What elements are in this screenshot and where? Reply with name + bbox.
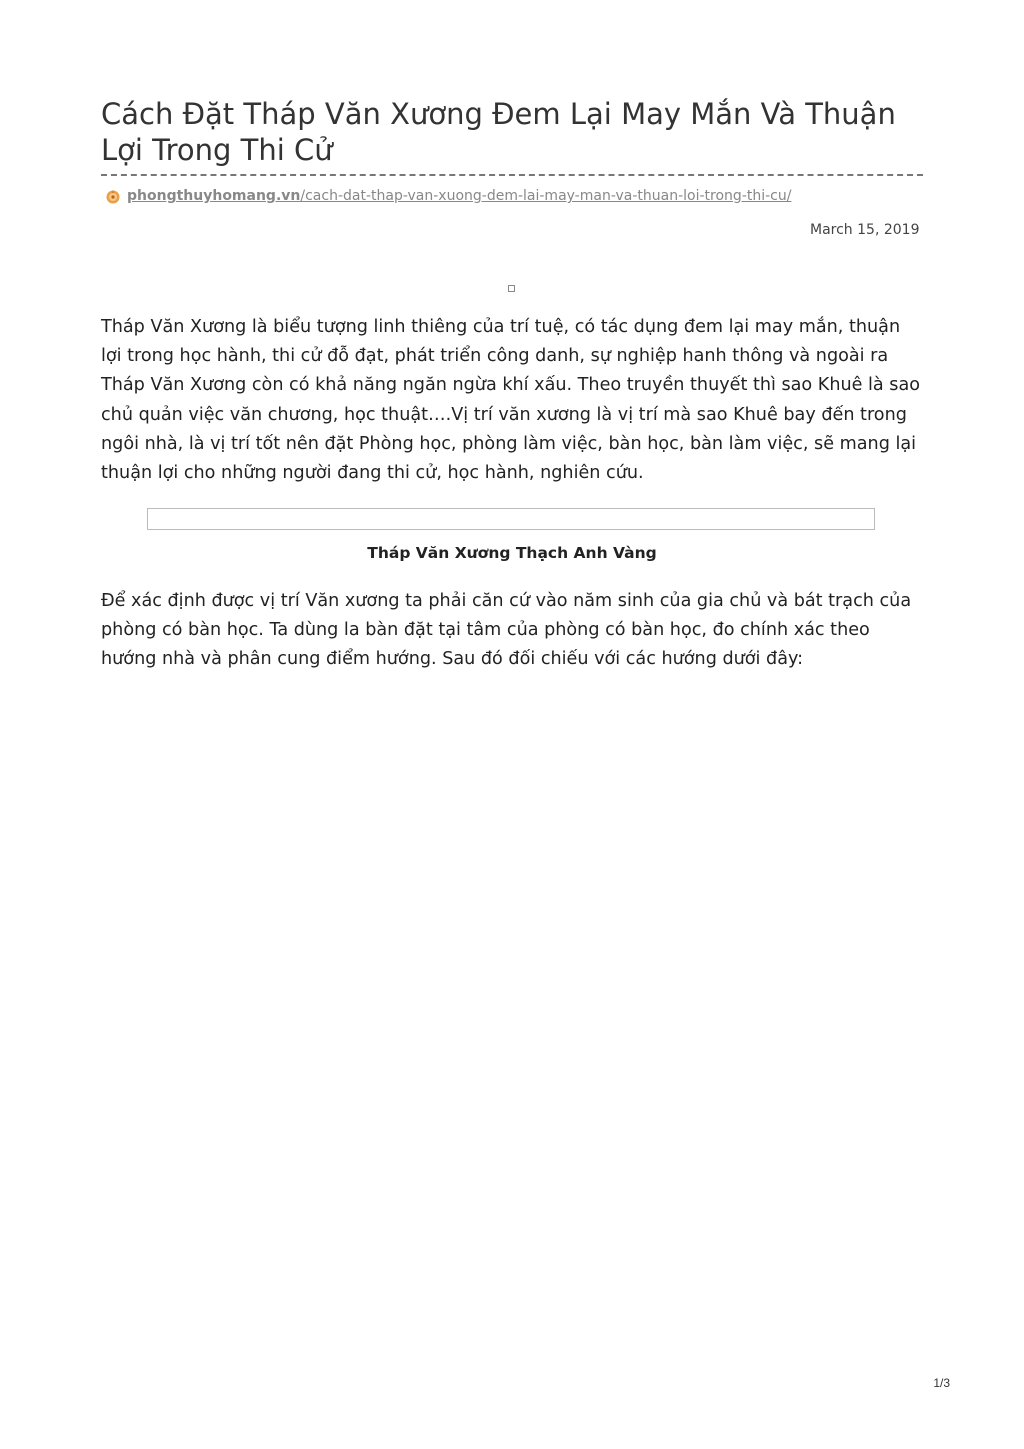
source-line [105, 185, 791, 207]
article-title: Cách Đặt Tháp Văn Xương Đem Lại May Mắn Và Thuận Lợi Trong Thi Cử [101, 97, 896, 167]
source-path: /cach-dat-thap-van-xuong-dem-lai-may-man-va-thuan-loi-trong-thi-cu/ [300, 188, 792, 204]
site-logo-icon [105, 188, 121, 204]
source-domain: phongthuyhomang.vn [127, 188, 301, 204]
image-caption: Tháp Văn Xương Thạch Anh Vàng [367, 544, 657, 562]
article-paragraph-2: Để xác định được vị trí Văn xương ta phải căn cứ vào năm sinh của gia chủ và bát trạch của phòng có bàn học. Ta dùng la bàn đặt tại tâm của phòng có bàn học, đo chính xác theo hướng nhà và phân cung điểm hướng. Sau đó đối chiếu với các hướng dưới đây: [101, 591, 912, 670]
article-paragraph-1: Tháp Văn Xương là biểu tượng linh thiêng của trí tuệ, có tác dụng đem lại may mắn, thuận lợi trong học hành, thi cử đỗ đạt, phát triển công danh, sự nghiệp hanh thông và ngoài ra Tháp Văn Xương còn có khả năng ngăn ngừa khí xấu. Theo truyền thuyết thì sao Khuê là sao chủ quản việc văn chương, học thuật….Vị trí văn xương là vị trí mà sao Khuê bay đến trong ngôi nhà, là vị trí tốt nên đặt Phòng học, phòng làm việc, bàn học, bàn làm việc, sẽ mang lại thuận lợi cho những người đang thi cử, học hành, nghiên cứu. [101, 317, 921, 484]
page-number: 1/3 [933, 1376, 950, 1390]
broken-image-icon [508, 285, 515, 292]
source-url-link[interactable] [127, 188, 791, 204]
publish-date: March 15, 2019 [810, 222, 920, 238]
title-divider [101, 174, 923, 176]
article-image [147, 508, 875, 530]
